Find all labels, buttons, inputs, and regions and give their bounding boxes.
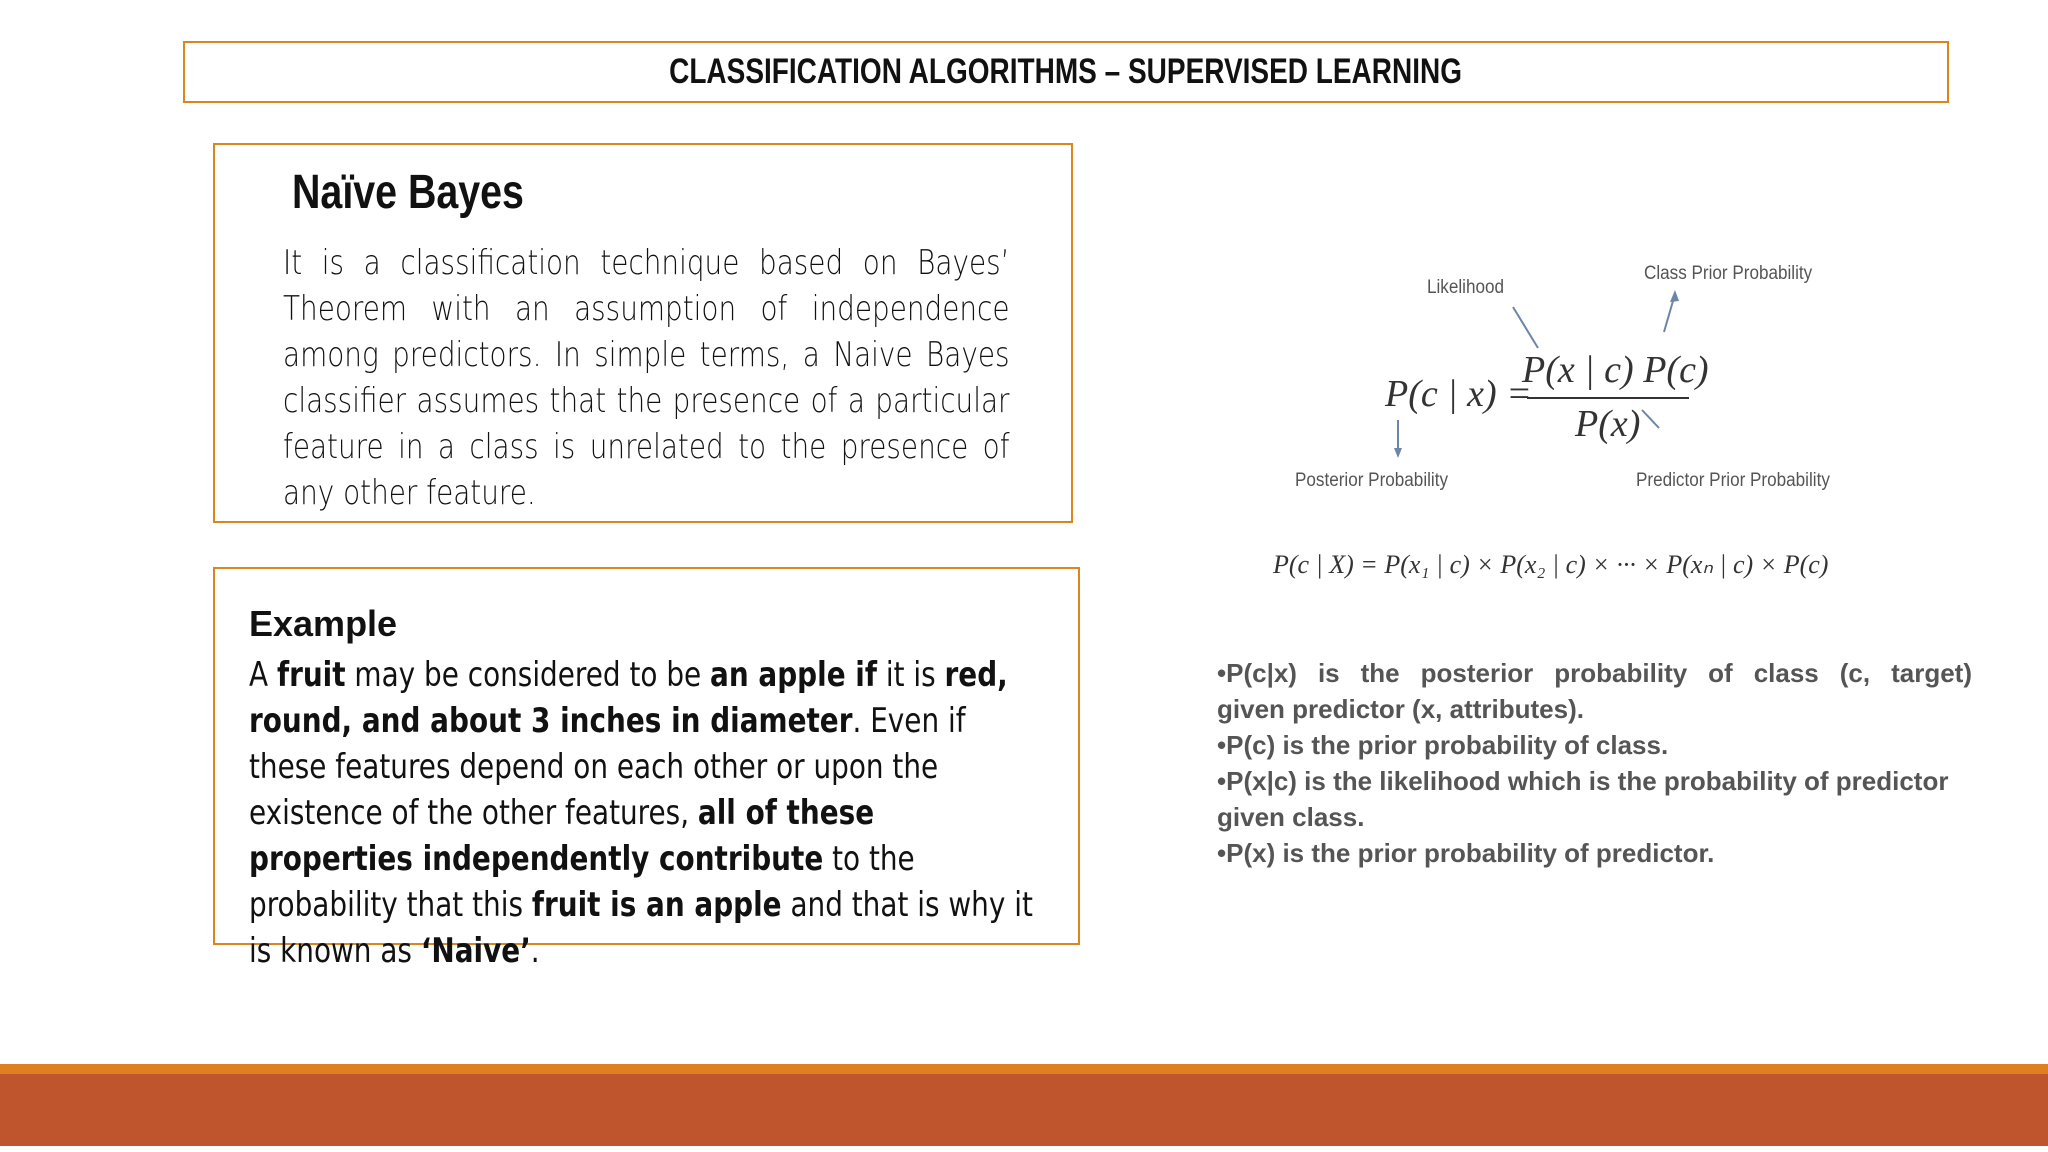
naive-bayes-box [213, 143, 1073, 523]
text-segment: to the probability that this [249, 839, 915, 925]
posterior-label: Posterior Probability [1295, 470, 1449, 491]
bold-segment: fruit [276, 655, 346, 695]
formula-expanded: P(c | X) = P(x₁ | c) × P(x₂ | c) × ··· × P(xₙ | c) × P(c) [1273, 550, 1829, 579]
likelihood-label: Likelihood [1427, 277, 1505, 298]
title-box [183, 41, 1949, 103]
footer-accent-bar [0, 1064, 2048, 1074]
formula-denominator: P(x) [1575, 403, 1641, 445]
example-box [213, 567, 1080, 971]
bold-segment: ‘Naive’ [420, 931, 531, 971]
text-segment: and that is why it is known as [249, 885, 1033, 971]
bold-segment: fruit is an apple [531, 885, 782, 925]
page-title: CLASSIFICATION ALGORITHMS – SUPERVISED LEARNING [669, 52, 1463, 91]
bold-segment: an apple if [710, 655, 878, 695]
footer-bar [0, 1074, 2048, 1146]
formula-arrows [1245, 232, 1895, 592]
text-segment: A [249, 655, 277, 695]
formula-lhs: P(c | x) = [1385, 373, 1532, 415]
predictor-prior-label: Predictor Prior Probability [1636, 470, 1830, 491]
text-segment: . [530, 931, 540, 971]
definition-list [1217, 655, 1972, 871]
text-segment: it is [877, 655, 945, 695]
definition-predictor-prior: •P(x) is the prior probability of predictor. [1217, 838, 1715, 868]
definition-class-prior: •P(c) is the prior probability of class. [1217, 730, 1669, 760]
class-prior-label: Class Prior Probability [1644, 263, 1813, 284]
bold-segment: all of these properties independently contribute [249, 793, 875, 879]
bayes-formula-figure [1245, 232, 1895, 592]
bold-segment: red, round, and about 3 inches in diameter [249, 655, 1008, 741]
example-heading: Example [249, 603, 398, 644]
definition-likelihood: •P(x|c) is the likelihood which is the probability of predictor given class. [1217, 766, 1949, 832]
naive-bayes-heading: Naïve Bayes [292, 166, 524, 219]
formula-numerator: P(x | c) P(c) [1522, 349, 1709, 391]
text-segment: . Even if these features depend on each other or upon the existence of the other features, [249, 701, 966, 833]
definition-posterior-line1: •P(c|x) is the posterior probability of class (c, target) [1217, 658, 1972, 688]
text-segment: may be considered to be [345, 655, 711, 695]
example-paragraph [249, 652, 1036, 974]
definition-posterior-line2: given predictor (x, attributes). [1217, 694, 1584, 724]
naive-bayes-paragraph: It is a classification technique based on Bayes’ Theorem with an assumption of independence among predictors. In simple terms, a Naive Bayes classifier assumes that the presence of a particular feature in a class is unrelated to the presence of any other feature. [283, 243, 1010, 513]
